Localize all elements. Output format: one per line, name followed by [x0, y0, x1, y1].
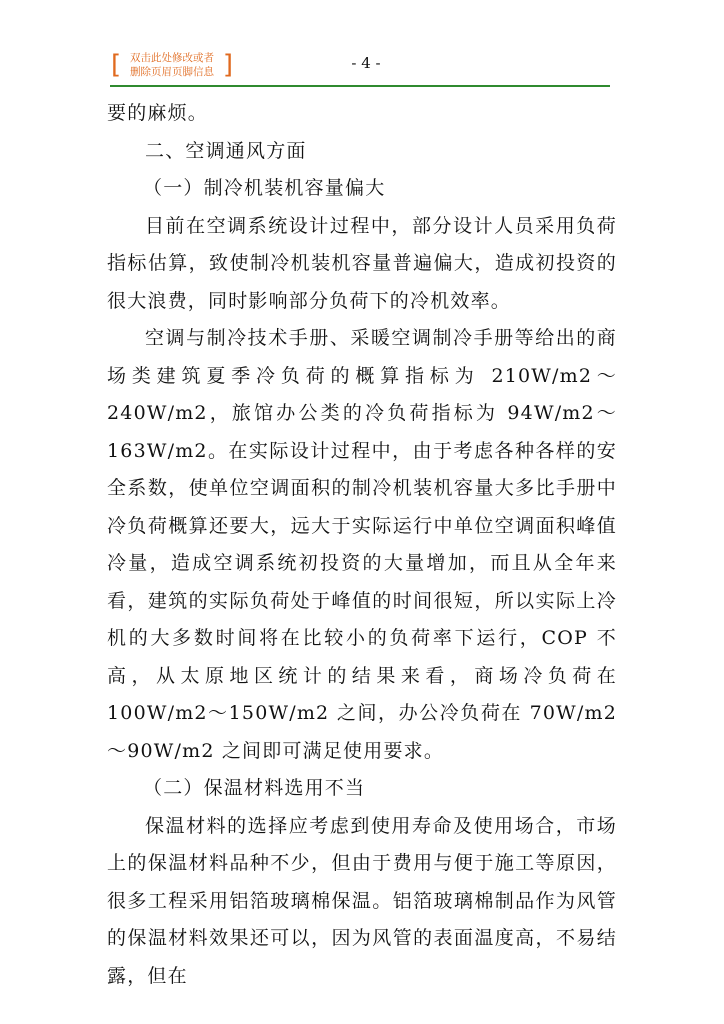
bracket-left-icon: [	[111, 50, 122, 80]
paragraph-1: 目前在空调系统设计过程中，部分设计人员采用负荷指标估算，致使制冷机装机容量普遍偏大，造成初投资的很大浪费，同时影响部分负荷下的冷机效率。	[107, 214, 617, 312]
section-heading: 二、空调通风方面	[145, 139, 307, 162]
paragraph-continuation: 要的麻烦。	[107, 102, 209, 124]
bracket-right-icon: ]	[222, 50, 233, 80]
header-note-line-1: 双击此处修改或者	[130, 52, 214, 64]
page-number: - 4 -	[351, 54, 381, 72]
header-note[interactable]	[111, 50, 233, 81]
subsection-heading-2: （二）保温材料选用不当	[143, 777, 366, 799]
header-divider	[110, 85, 610, 87]
header-note-line-2: 删除页眉页脚信息	[130, 66, 214, 78]
subsection-heading-1: （一）制冷机装机容量偏大	[143, 177, 386, 199]
paragraph-2: 空调与制冷技术手册、采暖空调制冷手册等给出的商场类建筑夏季冷负荷的概算指标为 210W/m2～240W/m2，旅馆办公类的冷负荷指标为 94W/m2～163W/m2。在实际设计过程中，由于考虑各种各样的安全系数，使单位空调面积的制冷机装机容量大多比手册中冷负荷概算还要大，远大于实际运行中单位空调面积峰值冷量，造成空调系统初投资的大量增加，而且从全年来看，建筑的实际负荷处于峰值的时间很短，所以实际上冷机的大多数时间将在比较小的负荷率下运行，COP 不高，从太原地区统计的结果来看，商场冷负荷在 100W/m2～150W/m2 之间，办公冷负荷在 70W/m2～90W/m2 之间即可满足使用要求。	[107, 327, 617, 762]
document-body	[107, 95, 617, 995]
paragraph-3: 保温材料的选择应考虑到使用寿命及使用场合，市场上的保温材料品种不少，但由于费用与便于施工等原因，很多工程采用铝箔玻璃棉保温。铝箔玻璃棉制品作为风管的保温材料效果还可以，因为风管的表面温度高，不易结露，但在	[107, 814, 617, 987]
